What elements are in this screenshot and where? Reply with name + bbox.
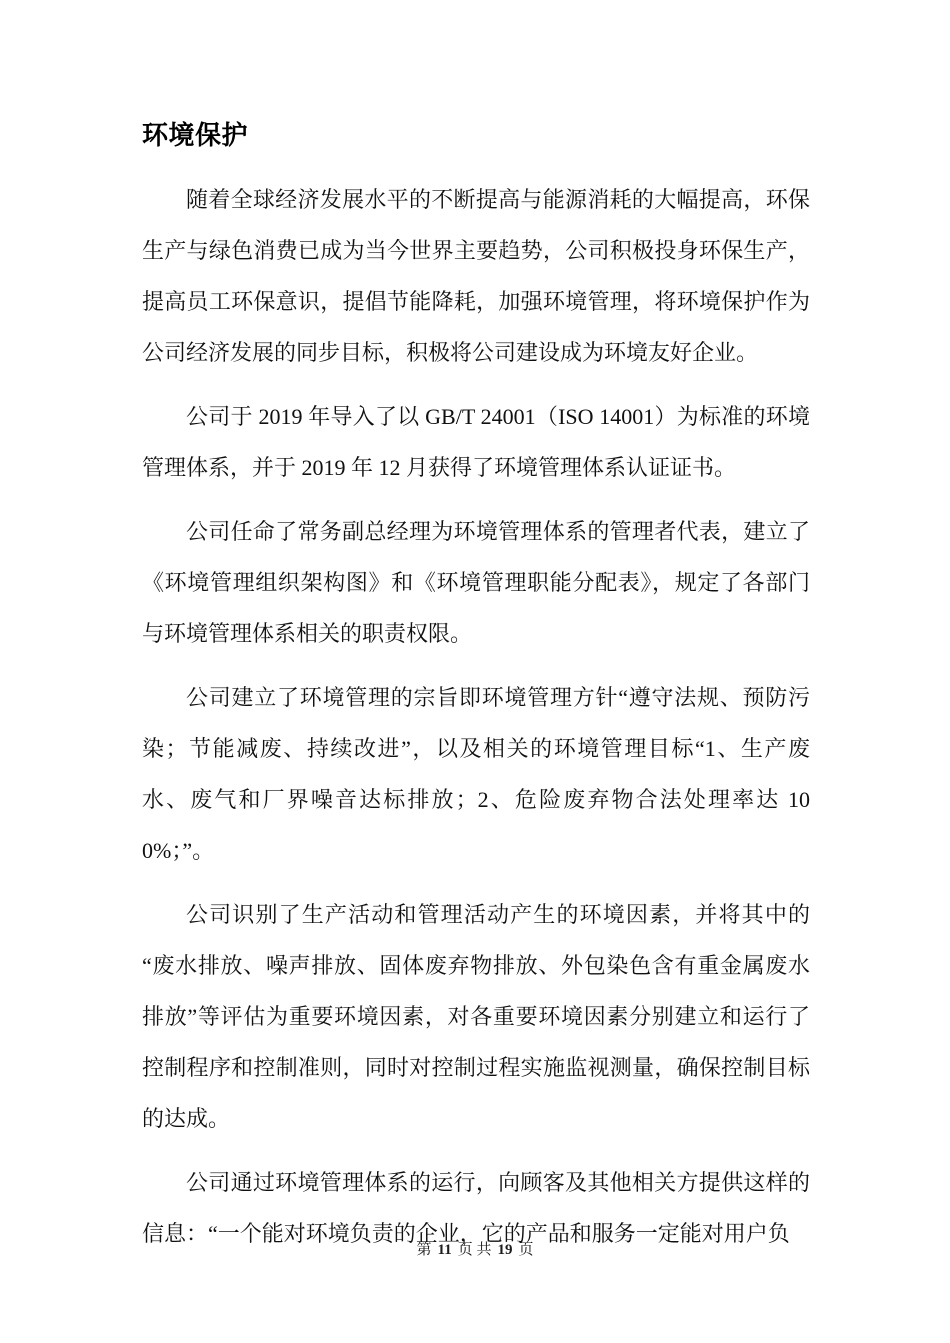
footer-prefix: 第 xyxy=(416,1242,432,1258)
footer-suffix: 页 xyxy=(518,1242,534,1258)
footer-infix: 页 共 xyxy=(457,1242,492,1258)
total-pages: 19 xyxy=(497,1242,513,1258)
paragraph: 公司识别了生产活动和管理活动产生的环境因素，并将其中的“废水排放、噪声排放、固体废弃物排放、外包染色含有重金属废水排放”等评估为重要环境因素，对各重要环境因素分别建立和运行了控制程序和控制准则，同时对控制过程实施监视测量，确保控制目标的达成。 xyxy=(142,902,810,1131)
paragraph: 公司于 2019 年导入了以 GB/T 24001（ISO 14001）为标准的环境管理体系，并于 2019 年 12 月获得了环境管理体系认证证书。 xyxy=(142,404,810,480)
page-footer xyxy=(0,1240,950,1260)
section-heading: 环境保护 xyxy=(142,120,249,150)
paragraph: 公司任命了常务副总经理为环境管理体系的管理者代表，建立了《环境管理组织架构图》和《环境管理职能分配表》，规定了各部门与环境管理体系相关的职责权限。 xyxy=(142,519,810,646)
document-body xyxy=(142,118,810,1272)
paragraph: 公司建立了环境管理的宗旨即环境管理方针“遵守法规、预防污染；节能减废、持续改进”，以及相关的环境管理目标“1、生产废水、废气和厂界噪音达标排放；2、危险废弃物合法处理率达 100%；”。 xyxy=(142,685,810,863)
paragraph: 公司通过环境管理体系的运行，向顾客及其他相关方提供这样的信息：“一个能对环境负责的企业，它的产品和服务一定能对用户负 xyxy=(142,1170,810,1246)
paragraph: 随着全球经济发展水平的不断提高与能源消耗的大幅提高，环保生产与绿色消费已成为当今世界主要趋势，公司积极投身环保生产，提高员工环保意识，提倡节能降耗，加强环境管理，将环境保护作为公司经济发展的同步目标，积极将公司建设成为环境友好企业。 xyxy=(142,187,810,365)
page-number: 11 xyxy=(437,1242,452,1258)
